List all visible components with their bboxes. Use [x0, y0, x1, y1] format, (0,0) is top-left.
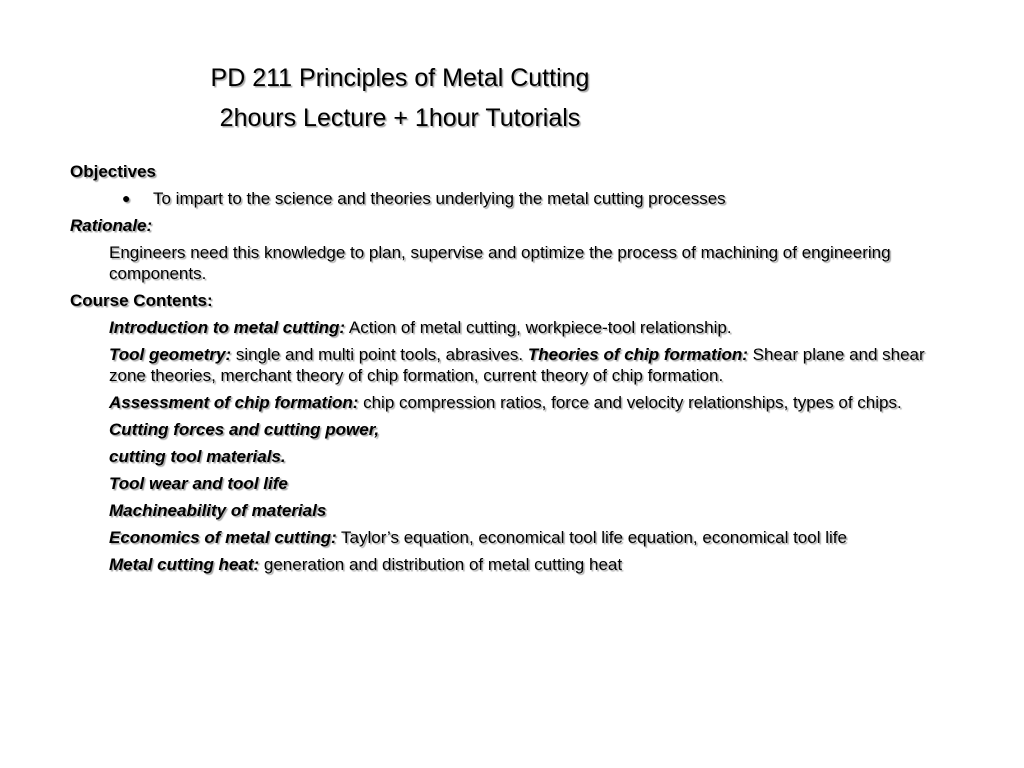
objectives-bullet-text: To impart to the science and theories underlying the metal cutting processes	[153, 189, 726, 208]
title-line-1: PD 211 Principles of Metal Cutting	[210, 64, 590, 92]
content-item-label: cutting tool materials.	[109, 447, 286, 466]
rationale-heading: Rationale:	[70, 216, 153, 235]
slide-body	[70, 155, 960, 575]
content-item-tool-wear	[70, 473, 960, 494]
content-item-text: single and multi point tools, abrasives.	[231, 345, 528, 364]
slide-title	[130, 58, 670, 138]
objectives-heading: Objectives	[70, 162, 156, 181]
content-item-introduction	[70, 317, 960, 338]
content-item-label: Economics of metal cutting:	[109, 528, 337, 547]
content-item-cutting-forces	[70, 419, 960, 440]
content-item-machineability	[70, 500, 960, 521]
content-item-label: Introduction to metal cutting:	[109, 318, 346, 337]
content-item-label: Tool geometry:	[109, 345, 232, 364]
content-item-label: Metal cutting heat:	[109, 555, 260, 574]
content-item-label: Assessment of chip formation:	[109, 393, 359, 412]
title-line-2: 2hours Lecture + 1hour Tutorials	[219, 104, 581, 132]
content-item-label: Tool wear and tool life	[109, 474, 288, 493]
content-item-text: Taylor’s equation, economical tool life equation, economical tool life	[336, 528, 847, 547]
content-item-cutting-heat	[70, 554, 960, 575]
content-item-text: generation and distribution of metal cutting heat	[259, 555, 623, 574]
content-item-text: Action of metal cutting, workpiece-tool relationship.	[345, 318, 732, 337]
content-item-tool-geometry	[70, 344, 960, 386]
content-item-economics	[70, 527, 960, 548]
content-item-text: chip compression ratios, force and velocity relationships, types of chips.	[358, 393, 902, 412]
course-contents-heading: Course Contents:	[70, 291, 213, 310]
content-item-label: Machineability of materials	[109, 501, 327, 520]
content-item-tool-materials	[70, 446, 960, 467]
content-item-assessment	[70, 392, 960, 413]
objectives-bullet	[70, 188, 960, 209]
content-item-label-2: Theories of chip formation:	[527, 345, 748, 364]
bullet-dot-icon: ●	[122, 190, 131, 206]
content-item-text-2: Shear plane and shear zone theories, merchant theory of chip formation, current theory of chip formation.	[109, 345, 925, 385]
content-item-label: Cutting forces and cutting power,	[109, 420, 380, 439]
rationale-text: Engineers need this knowledge to plan, supervise and optimize the process of machining of engineering components.	[109, 243, 891, 283]
